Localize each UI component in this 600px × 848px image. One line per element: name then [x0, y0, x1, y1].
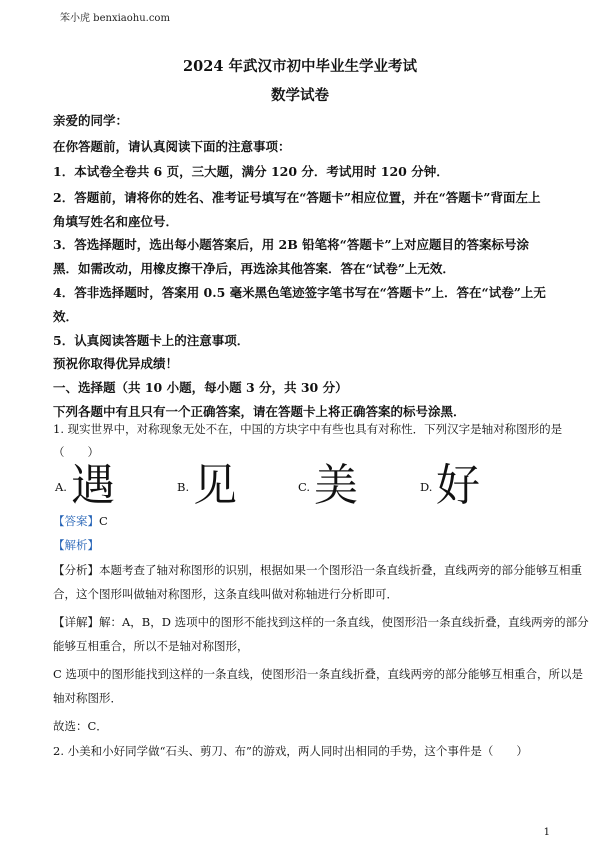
wish-line: 预祝你取得优异成绩！: [53, 356, 179, 371]
answer-tag: 【答案】: [53, 514, 99, 528]
c-explanation: C 选项中的图形能找到这样的一条直线，使图形沿一条直线折叠，直线两旁的部分能够互相重合，所以是: [53, 667, 583, 681]
conclusion: 故选：C．: [53, 719, 108, 733]
option-char: 遇: [71, 460, 115, 511]
notice-item: 2．答题前，请将你的姓名、准考证号填写在“答题卡”相应位置，并在“答题卡”背面左上: [53, 190, 541, 205]
notice-item: 黑．如需改动，用橡皮擦干净后，再选涂其他答案．答在“试卷”上无效．: [53, 261, 455, 276]
notice-item: 4．答非选择题时，答案用 0.5 毫米黑色笔迹签字笔书写在“答题卡”上．答在“试卷”上无: [53, 285, 546, 300]
notice-item: 1．本试卷全卷共 6 页，三大题，满分 120 分．考试用时 120 分钟．: [53, 164, 449, 179]
xiangjie-text-2: 能够互相重合，所以不是轴对称图形，: [53, 639, 249, 653]
page-number: 1: [543, 827, 550, 838]
option-label: C.: [298, 480, 311, 494]
c-explanation-2: 轴对称图形．: [53, 691, 122, 705]
exam-subtitle: 数学试卷: [271, 87, 329, 104]
answer-line: [53, 513, 553, 529]
notice-intro: 在你答题前，请认真阅读下面的注意事项：: [53, 139, 291, 154]
notice-item: 3．答选择题时，选出每小题答案后，用 2B 铅笔将“答题卡”上对应题目的答案标号涂: [53, 237, 530, 252]
q1-stem-paren: （ ）: [53, 445, 99, 459]
fenxi-text: 本题考查了轴对称图形的识别，根据如果一个图形沿一条直线折叠，直线两旁的部分能够互相重: [99, 563, 582, 577]
fenxi-line: [53, 562, 582, 578]
notice-item: 角填写姓名和座位号．: [53, 214, 179, 229]
analysis-line: [53, 537, 553, 553]
notice-item: 5．认真阅读答题卡上的注意事项．: [53, 333, 250, 348]
notice-item: 效．: [53, 309, 79, 324]
xiangjie-tag: 【详解】: [53, 615, 99, 629]
option-char: 美: [314, 460, 358, 511]
fenxi-text-2: 合，这个图形叫做轴对称图形，这条直线叫做对称轴进行分析即可．: [53, 587, 398, 601]
section-instruction: 下列各题中有且只有一个正确答案，请在答题卡上将正确答案的标号涂黑．: [53, 404, 466, 419]
option-label: D.: [420, 480, 433, 494]
exam-title: 2024 年武汉市初中毕业生学业考试: [183, 58, 417, 75]
option-label: B.: [177, 480, 190, 494]
q2-stem: 2. 小美和小好同学做“石头、剪刀、布”的游戏，两人同时出相同的手势，这个事件是（ ）: [53, 744, 528, 758]
xiangjie-text: 解：A，B，D 选项中的图形不能找到这样的一条直线，使图形沿一条直线折叠，直线两旁的部分: [99, 615, 589, 629]
option-char: 好: [436, 460, 480, 511]
xiangjie-line: [53, 614, 589, 630]
greeting: 亲爱的同学：: [53, 113, 129, 128]
answer-value: C: [99, 514, 108, 528]
section-heading: 一、选择题（共 10 小题，每小题 3 分，共 30 分）: [53, 380, 348, 395]
option-char: 见: [193, 460, 237, 511]
q1-stem: 1. 现实世界中，对称现象无处不在，中国的方块字中有些也具有对称性．下列汉字是轴对称图形的是: [53, 422, 563, 436]
site-watermark: 笨小虎 benxiaohu.com: [60, 13, 170, 24]
option-label: A.: [55, 480, 67, 494]
fenxi-tag: 【分析】: [53, 563, 99, 577]
analysis-tag: 【解析】: [53, 538, 99, 552]
